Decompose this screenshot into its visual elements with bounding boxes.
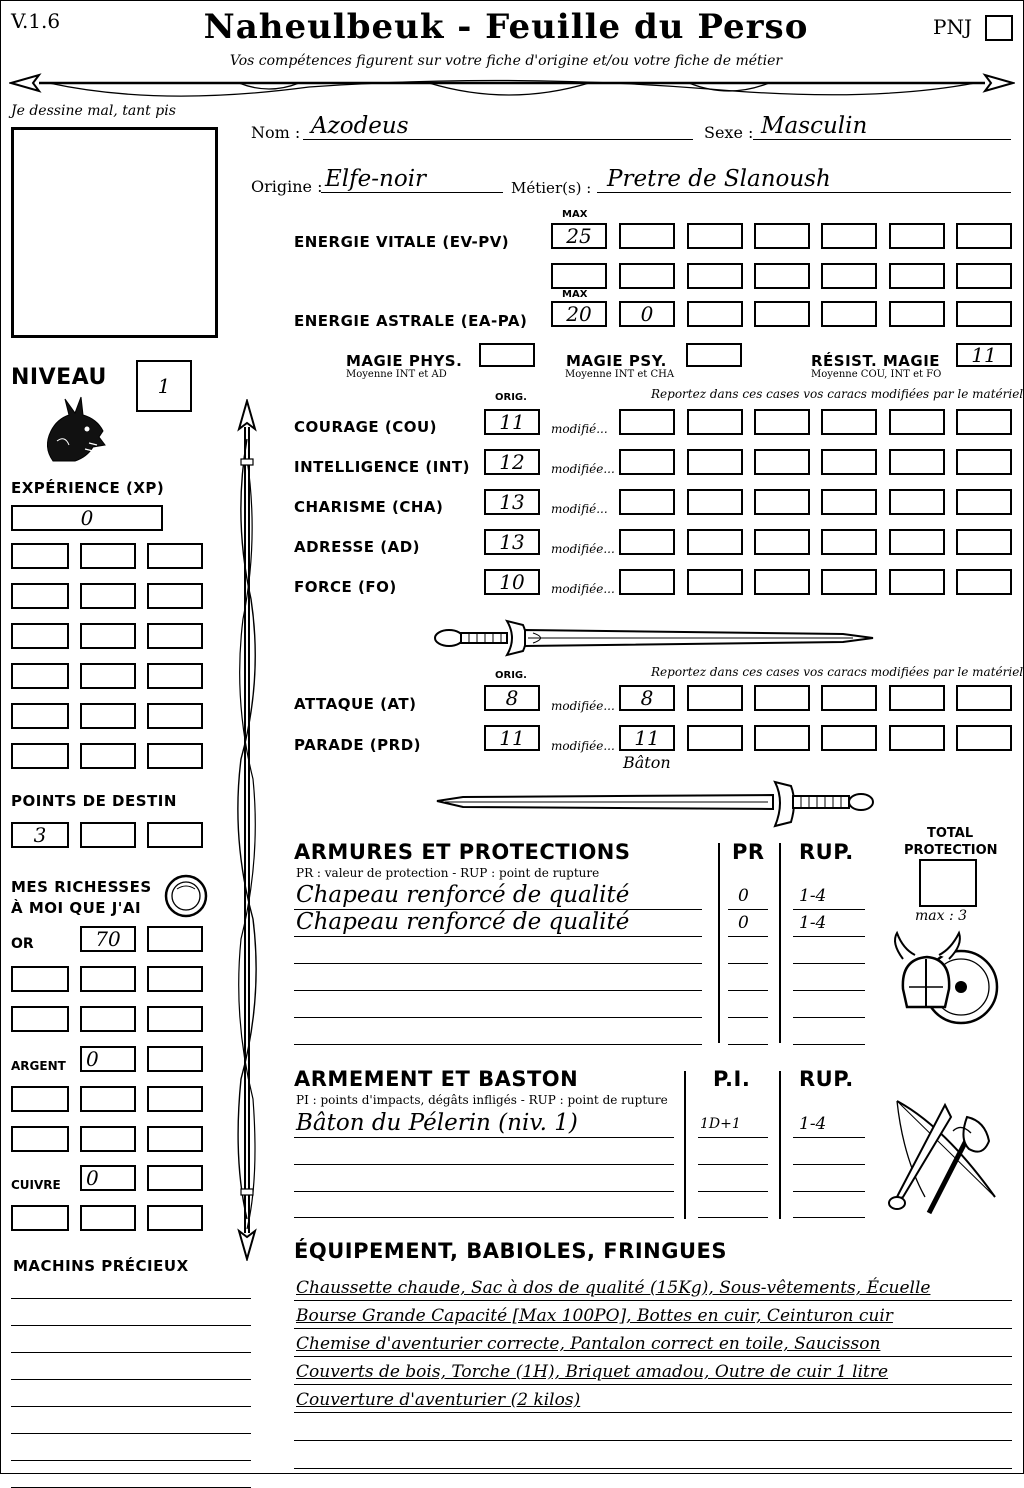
argent-label: ARGENT [11, 1059, 66, 1073]
armure-pr[interactable]: 0 [738, 913, 749, 933]
sword-icon [433, 776, 878, 832]
metier-line [597, 192, 1011, 193]
carac-4-box-5[interactable] [889, 569, 945, 595]
ev-row2-box-0[interactable] [551, 263, 607, 289]
origine-line [321, 192, 503, 193]
resist-magie-label: RÉSIST. MAGIE [811, 352, 941, 370]
portrait-caption: Je dessine mal, tant pis [11, 103, 176, 119]
carac-3-box-1[interactable] [619, 529, 675, 555]
armure-rup[interactable]: 1-4 [799, 913, 827, 933]
carac-4-box-6[interactable] [956, 569, 1012, 595]
equipement-title: ÉQUIPEMENT, BABIOLES, FRINGUES [294, 1239, 727, 1263]
arme-rup-line[interactable] [793, 1217, 865, 1218]
carac-label: ADRESSE (AD) [294, 538, 421, 556]
ev-row1-box-6[interactable] [956, 223, 1012, 249]
or-grid-box[interactable] [80, 1006, 136, 1032]
carac-orig-box[interactable]: 13 [484, 529, 540, 555]
carac-orig-box[interactable]: 11 [484, 409, 540, 435]
niveau-box[interactable]: 1 [136, 360, 192, 412]
dragon-head-icon [39, 393, 109, 465]
carac-0-box-4[interactable] [821, 409, 877, 435]
helmet-shield-icon [889, 929, 1001, 1035]
arme-rup-line[interactable] [793, 1137, 865, 1138]
carac-1-box-5[interactable] [889, 449, 945, 475]
xp-grid-box[interactable] [147, 583, 203, 609]
xp-grid-box[interactable] [80, 703, 136, 729]
carac-4-box-4[interactable] [821, 569, 877, 595]
machins-line[interactable] [11, 1325, 251, 1326]
destin-box-1[interactable]: 3 [11, 822, 69, 848]
equipement-line[interactable] [294, 1468, 1012, 1469]
argent-box[interactable]: 0 [80, 1046, 136, 1072]
carac-1-box-3[interactable] [754, 449, 810, 475]
sexe-line [753, 139, 1011, 140]
ea-current-box[interactable]: 0 [619, 301, 675, 327]
attaque-mod-box-2[interactable] [687, 685, 743, 711]
richesses-label-2: À MOI QUE J'AI [11, 899, 142, 917]
pnj-label: PNJ [933, 15, 972, 39]
nom-line [303, 139, 693, 140]
metier-value[interactable]: Pretre de Slanoush [607, 166, 831, 192]
carac-label: CHARISME (CHA) [294, 498, 444, 516]
carac-orig-box[interactable]: 10 [484, 569, 540, 595]
argent-box-2[interactable] [147, 1046, 203, 1072]
magie-psy-label: MAGIE PSY. [566, 352, 667, 370]
armures-col-divider-2 [779, 843, 781, 1043]
xp-grid-box[interactable] [11, 663, 69, 689]
spear-staff-icon [229, 399, 265, 1261]
cuivre-box[interactable]: 0 [80, 1165, 136, 1191]
equipement-line[interactable] [294, 1328, 1012, 1329]
xp-grid-box[interactable] [11, 583, 69, 609]
arme-rup-line[interactable] [793, 1191, 865, 1192]
xp-grid-box[interactable] [80, 583, 136, 609]
magie-phys-label: MAGIE PHYS. [346, 352, 463, 370]
spear-divider-icon [9, 67, 1015, 107]
machins-line[interactable] [11, 1298, 251, 1299]
ev-row2-box-5[interactable] [889, 263, 945, 289]
carac-2-box-5[interactable] [889, 489, 945, 515]
carac-4-box-3[interactable] [754, 569, 810, 595]
parade-mod-label: modifiée... [551, 739, 615, 753]
argent-grid-box[interactable] [147, 1086, 203, 1112]
carac-1-box-4[interactable] [821, 449, 877, 475]
armure-line[interactable] [294, 936, 702, 937]
combat-report-note: Reportez dans ces cases vos caracs modifiées par le matériel [651, 665, 1024, 679]
ev-max-label: MAX [562, 209, 588, 220]
parade-mod-box[interactable]: 11 [619, 725, 675, 751]
ev-row1-box-3[interactable] [754, 223, 810, 249]
page-title: Naheulbeuk - Feuille du Perso [203, 7, 809, 47]
carac-orig-box[interactable]: 13 [484, 489, 540, 515]
equipement-line[interactable] [294, 1384, 1012, 1385]
carac-mod-label: modifiée... [551, 462, 615, 476]
ev-row1-box-1[interactable] [619, 223, 675, 249]
attaque-mod-box-4[interactable] [821, 685, 877, 711]
machins-label: MACHINS PRÉCIEUX [13, 1257, 189, 1275]
xp-label: EXPÉRIENCE (XP) [11, 479, 165, 497]
carac-1-box-1[interactable] [619, 449, 675, 475]
total-protection-box[interactable] [919, 859, 977, 907]
combat-orig-label: ORIG. [495, 670, 527, 681]
carac-4-box-2[interactable] [687, 569, 743, 595]
carac-3-box-5[interactable] [889, 529, 945, 555]
ev-row2-box-2[interactable] [687, 263, 743, 289]
carac-3-box-4[interactable] [821, 529, 877, 555]
xp-grid-box[interactable] [147, 543, 203, 569]
total-protection-label-2: PROTECTION [904, 843, 998, 858]
carac-label: FORCE (FO) [294, 578, 397, 596]
magie-psy-box[interactable] [686, 343, 742, 367]
parade-mod-box-3[interactable] [754, 725, 810, 751]
equipement-line[interactable] [294, 1356, 1012, 1357]
caracs-orig-label: ORIG. [495, 392, 527, 403]
xp-grid-box[interactable] [147, 743, 203, 769]
ea-max-box[interactable]: 20 [551, 301, 607, 327]
cuivre-grid-box[interactable] [80, 1205, 136, 1231]
armure-rup-line[interactable] [793, 963, 865, 964]
niveau-label: NIVEAU [11, 365, 107, 390]
ea-row-box-2[interactable] [687, 301, 743, 327]
parade-mod-box-5[interactable] [889, 725, 945, 751]
resist-magie-box[interactable]: 11 [956, 343, 1012, 367]
machins-line[interactable] [11, 1352, 251, 1353]
max-protection-note: max : 3 [915, 908, 968, 924]
magie-phys-sub: Moyenne INT et AD [346, 369, 447, 380]
ev-row1-box-5[interactable] [889, 223, 945, 249]
machins-line[interactable] [11, 1406, 251, 1407]
or-grid-box[interactable] [147, 1006, 203, 1032]
carac-mod-label: modifiée... [551, 542, 615, 556]
crossed-weapons-icon [885, 1097, 1009, 1219]
arme-line[interactable] [294, 1164, 674, 1165]
parade-mod-box-6[interactable] [956, 725, 1012, 751]
carac-3-box-3[interactable] [754, 529, 810, 555]
ea-row-box-3[interactable] [754, 301, 810, 327]
arme-pi-line[interactable] [698, 1191, 768, 1192]
arme-pi-line[interactable] [698, 1137, 768, 1138]
argent-grid-box[interactable] [80, 1126, 136, 1152]
origine-label: Origine : [251, 177, 323, 196]
xp-grid-box[interactable] [11, 743, 69, 769]
armure-name[interactable]: Chapeau renforcé de qualité [296, 909, 630, 935]
xp-grid-box[interactable] [11, 623, 69, 649]
argent-grid-box[interactable] [11, 1086, 69, 1112]
ea-row-box-6[interactable] [956, 301, 1012, 327]
ev-row1-box-4[interactable] [821, 223, 877, 249]
or-grid-box[interactable] [80, 966, 136, 992]
armures-rup-header: RUP. [799, 840, 854, 864]
xp-grid-box[interactable] [147, 703, 203, 729]
resist-magie-sub: Moyenne COU, INT et FO [811, 369, 942, 380]
armure-pr[interactable]: 0 [738, 886, 749, 906]
machins-line[interactable] [11, 1433, 251, 1434]
argent-grid-box[interactable] [80, 1086, 136, 1112]
armement-col-divider-2 [779, 1071, 781, 1219]
carac-mod-label: modifiée... [551, 582, 615, 596]
destin-box-3[interactable] [147, 822, 203, 848]
carac-mod-label: modifié... [551, 502, 608, 516]
carac-1-box-2[interactable] [687, 449, 743, 475]
nom-value[interactable]: Azodeus [311, 113, 409, 139]
attaque-label: ATTAQUE (AT) [294, 695, 417, 713]
arme-rup-line[interactable] [793, 1164, 865, 1165]
armure-pr-line[interactable] [728, 990, 768, 991]
page-subtitle: Vos compétences figurent sur votre fiche d'origine et/ou votre fiche de métier [229, 53, 783, 69]
equipement-text[interactable]: Couverts de bois, Torche (1H), Briquet amadou, Outre de cuir 1 litre [296, 1362, 889, 1382]
armement-sub: PI : points d'impacts, dégâts infligés - RUP : point de rupture [296, 1093, 668, 1107]
carac-0-box-6[interactable] [956, 409, 1012, 435]
or-box-2[interactable] [147, 926, 203, 952]
equipement-line[interactable] [294, 1300, 1012, 1301]
destin-label: POINTS DE DESTIN [11, 792, 177, 810]
attaque-mod-label: modifiée... [551, 699, 615, 713]
portrait-box[interactable] [11, 127, 218, 338]
sword-icon [433, 611, 878, 661]
armure-name[interactable]: Chapeau renforcé de qualité [296, 882, 630, 908]
armure-pr-line[interactable] [728, 909, 768, 910]
armures-title: ARMURES ET PROTECTIONS [294, 840, 631, 864]
equipement-text[interactable]: Chaussette chaude, Sac à dos de qualité (15Kg), Sous-vêtements, Écuelle [296, 1278, 931, 1298]
cuivre-grid-box[interactable] [147, 1205, 203, 1231]
arme-rup[interactable]: 1-4 [799, 1114, 827, 1134]
carac-0-box-2[interactable] [687, 409, 743, 435]
nom-label: Nom : [251, 123, 301, 142]
armure-rup-line[interactable] [793, 990, 865, 991]
xp-grid-box[interactable] [147, 663, 203, 689]
arme-line[interactable] [294, 1191, 674, 1192]
ev-row1-box-2[interactable] [687, 223, 743, 249]
xp-grid-box[interactable] [11, 543, 69, 569]
armure-rup-line[interactable] [793, 909, 865, 910]
armement-title: ARMEMENT ET BASTON [294, 1067, 579, 1091]
armures-pr-header: PR [732, 840, 765, 864]
equipement-line[interactable] [294, 1440, 1012, 1441]
armure-pr-line[interactable] [728, 963, 768, 964]
xp-grid-box[interactable] [80, 623, 136, 649]
ev-label: ENERGIE VITALE (EV-PV) [294, 233, 510, 251]
armure-rup-line[interactable] [793, 1044, 865, 1045]
armure-rup[interactable]: 1-4 [799, 886, 827, 906]
ea-label: ENERGIE ASTRALE (EA-PA) [294, 312, 528, 330]
total-protection-label-1: TOTAL [927, 826, 974, 841]
carac-1-box-6[interactable] [956, 449, 1012, 475]
ev-max-box[interactable]: 25 [551, 223, 607, 249]
or-box[interactable]: 70 [80, 926, 136, 952]
richesses-label-1: MES RICHESSES [11, 878, 152, 896]
xp-grid-box[interactable] [80, 663, 136, 689]
machins-line[interactable] [11, 1460, 251, 1461]
armure-pr-line[interactable] [728, 1017, 768, 1018]
attaque-mod-box-3[interactable] [754, 685, 810, 711]
armure-rup-line[interactable] [793, 1017, 865, 1018]
xp-box[interactable]: 0 [11, 505, 163, 531]
equipement-text[interactable]: Chemise d'aventurier correcte, Pantalon correct en toile, Saucisson [296, 1334, 881, 1354]
arme-pi[interactable]: 1D+1 [700, 1116, 741, 1132]
armure-line[interactable] [294, 963, 702, 964]
parade-note: Bâton [623, 753, 671, 772]
armement-col-divider-1 [684, 1071, 686, 1219]
magie-psy-sub: Moyenne INT et CHA [565, 369, 675, 380]
carac-2-box-1[interactable] [619, 489, 675, 515]
armure-line[interactable] [294, 990, 702, 991]
or-grid-box[interactable] [11, 1006, 69, 1032]
equipement-line[interactable] [294, 1412, 1012, 1413]
carac-2-box-6[interactable] [956, 489, 1012, 515]
sexe-label: Sexe : [704, 123, 754, 142]
version-label: V.1.6 [11, 9, 61, 33]
carac-label: INTELLIGENCE (INT) [294, 458, 470, 476]
carac-2-box-2[interactable] [687, 489, 743, 515]
arme-pi-line[interactable] [698, 1164, 768, 1165]
carac-4-box-1[interactable] [619, 569, 675, 595]
coin-icon [163, 873, 209, 919]
attaque-mod-box-5[interactable] [889, 685, 945, 711]
attaque-mod-box-6[interactable] [956, 685, 1012, 711]
armement-pi-header: P.I. [713, 1067, 751, 1091]
destin-box-2[interactable] [80, 822, 136, 848]
cuivre-grid-box[interactable] [11, 1205, 69, 1231]
armure-line[interactable] [294, 1044, 702, 1045]
ev-row2-box-4[interactable] [821, 263, 877, 289]
arme-line[interactable] [294, 1137, 674, 1138]
carac-label: COURAGE (COU) [294, 418, 438, 436]
armure-pr-line[interactable] [728, 936, 768, 937]
arme-name[interactable]: Bâton du Pélerin (niv. 1) [296, 1110, 578, 1136]
pnj-checkbox[interactable] [985, 15, 1013, 41]
carac-0-box-3[interactable] [754, 409, 810, 435]
ev-row2-box-1[interactable] [619, 263, 675, 289]
carac-2-box-3[interactable] [754, 489, 810, 515]
xp-grid-box[interactable] [11, 703, 69, 729]
arme-line[interactable] [294, 1217, 674, 1218]
armures-col-divider-1 [718, 843, 720, 1043]
cuivre-box-2[interactable] [147, 1165, 203, 1191]
armures-sub: PR : valeur de protection - RUP : point de rupture [296, 866, 600, 880]
attaque-orig-box[interactable]: 8 [484, 685, 540, 711]
armement-rup-header: RUP. [799, 1067, 854, 1091]
xp-grid-box[interactable] [80, 743, 136, 769]
carac-0-box-5[interactable] [889, 409, 945, 435]
or-grid-box[interactable] [147, 966, 203, 992]
magie-phys-box[interactable] [479, 343, 535, 367]
machins-line[interactable] [11, 1379, 251, 1380]
carac-orig-box[interactable]: 12 [484, 449, 540, 475]
equipement-text[interactable]: Bourse Grande Capacité [Max 100PO], Bottes en cuir, Ceinturon cuir [296, 1306, 893, 1326]
xp-grid-box[interactable] [80, 543, 136, 569]
arme-pi-line[interactable] [698, 1217, 768, 1218]
ea-max-label: MAX [562, 289, 588, 300]
or-grid-box[interactable] [11, 966, 69, 992]
argent-grid-box[interactable] [11, 1126, 69, 1152]
carac-0-box-1[interactable] [619, 409, 675, 435]
equipement-text[interactable]: Couverture d'aventurier (2 kilos) [296, 1390, 581, 1410]
ev-row2-box-6[interactable] [956, 263, 1012, 289]
parade-mod-box-2[interactable] [687, 725, 743, 751]
argent-grid-box[interactable] [147, 1126, 203, 1152]
armure-rup-line[interactable] [793, 936, 865, 937]
armure-pr-line[interactable] [728, 1044, 768, 1045]
armure-line[interactable] [294, 1017, 702, 1018]
metier-label: Métier(s) : [511, 179, 592, 197]
carac-2-box-4[interactable] [821, 489, 877, 515]
parade-label: PARADE (PRD) [294, 736, 422, 754]
or-label: OR [11, 936, 34, 952]
ea-row-box-4[interactable] [821, 301, 877, 327]
caracs-report-note: Reportez dans ces cases vos caracs modifiées par le matériel [651, 387, 1024, 401]
ea-row-box-5[interactable] [889, 301, 945, 327]
ev-row2-box-3[interactable] [754, 263, 810, 289]
cuivre-label: CUIVRE [11, 1178, 61, 1192]
parade-mod-box-4[interactable] [821, 725, 877, 751]
sexe-value[interactable]: Masculin [761, 113, 868, 139]
origine-value[interactable]: Elfe-noir [325, 166, 427, 192]
carac-3-box-2[interactable] [687, 529, 743, 555]
parade-orig-box[interactable]: 11 [484, 725, 540, 751]
xp-grid-box[interactable] [147, 623, 203, 649]
carac-3-box-6[interactable] [956, 529, 1012, 555]
attaque-mod-box[interactable]: 8 [619, 685, 675, 711]
carac-mod-label: modifié... [551, 422, 608, 436]
